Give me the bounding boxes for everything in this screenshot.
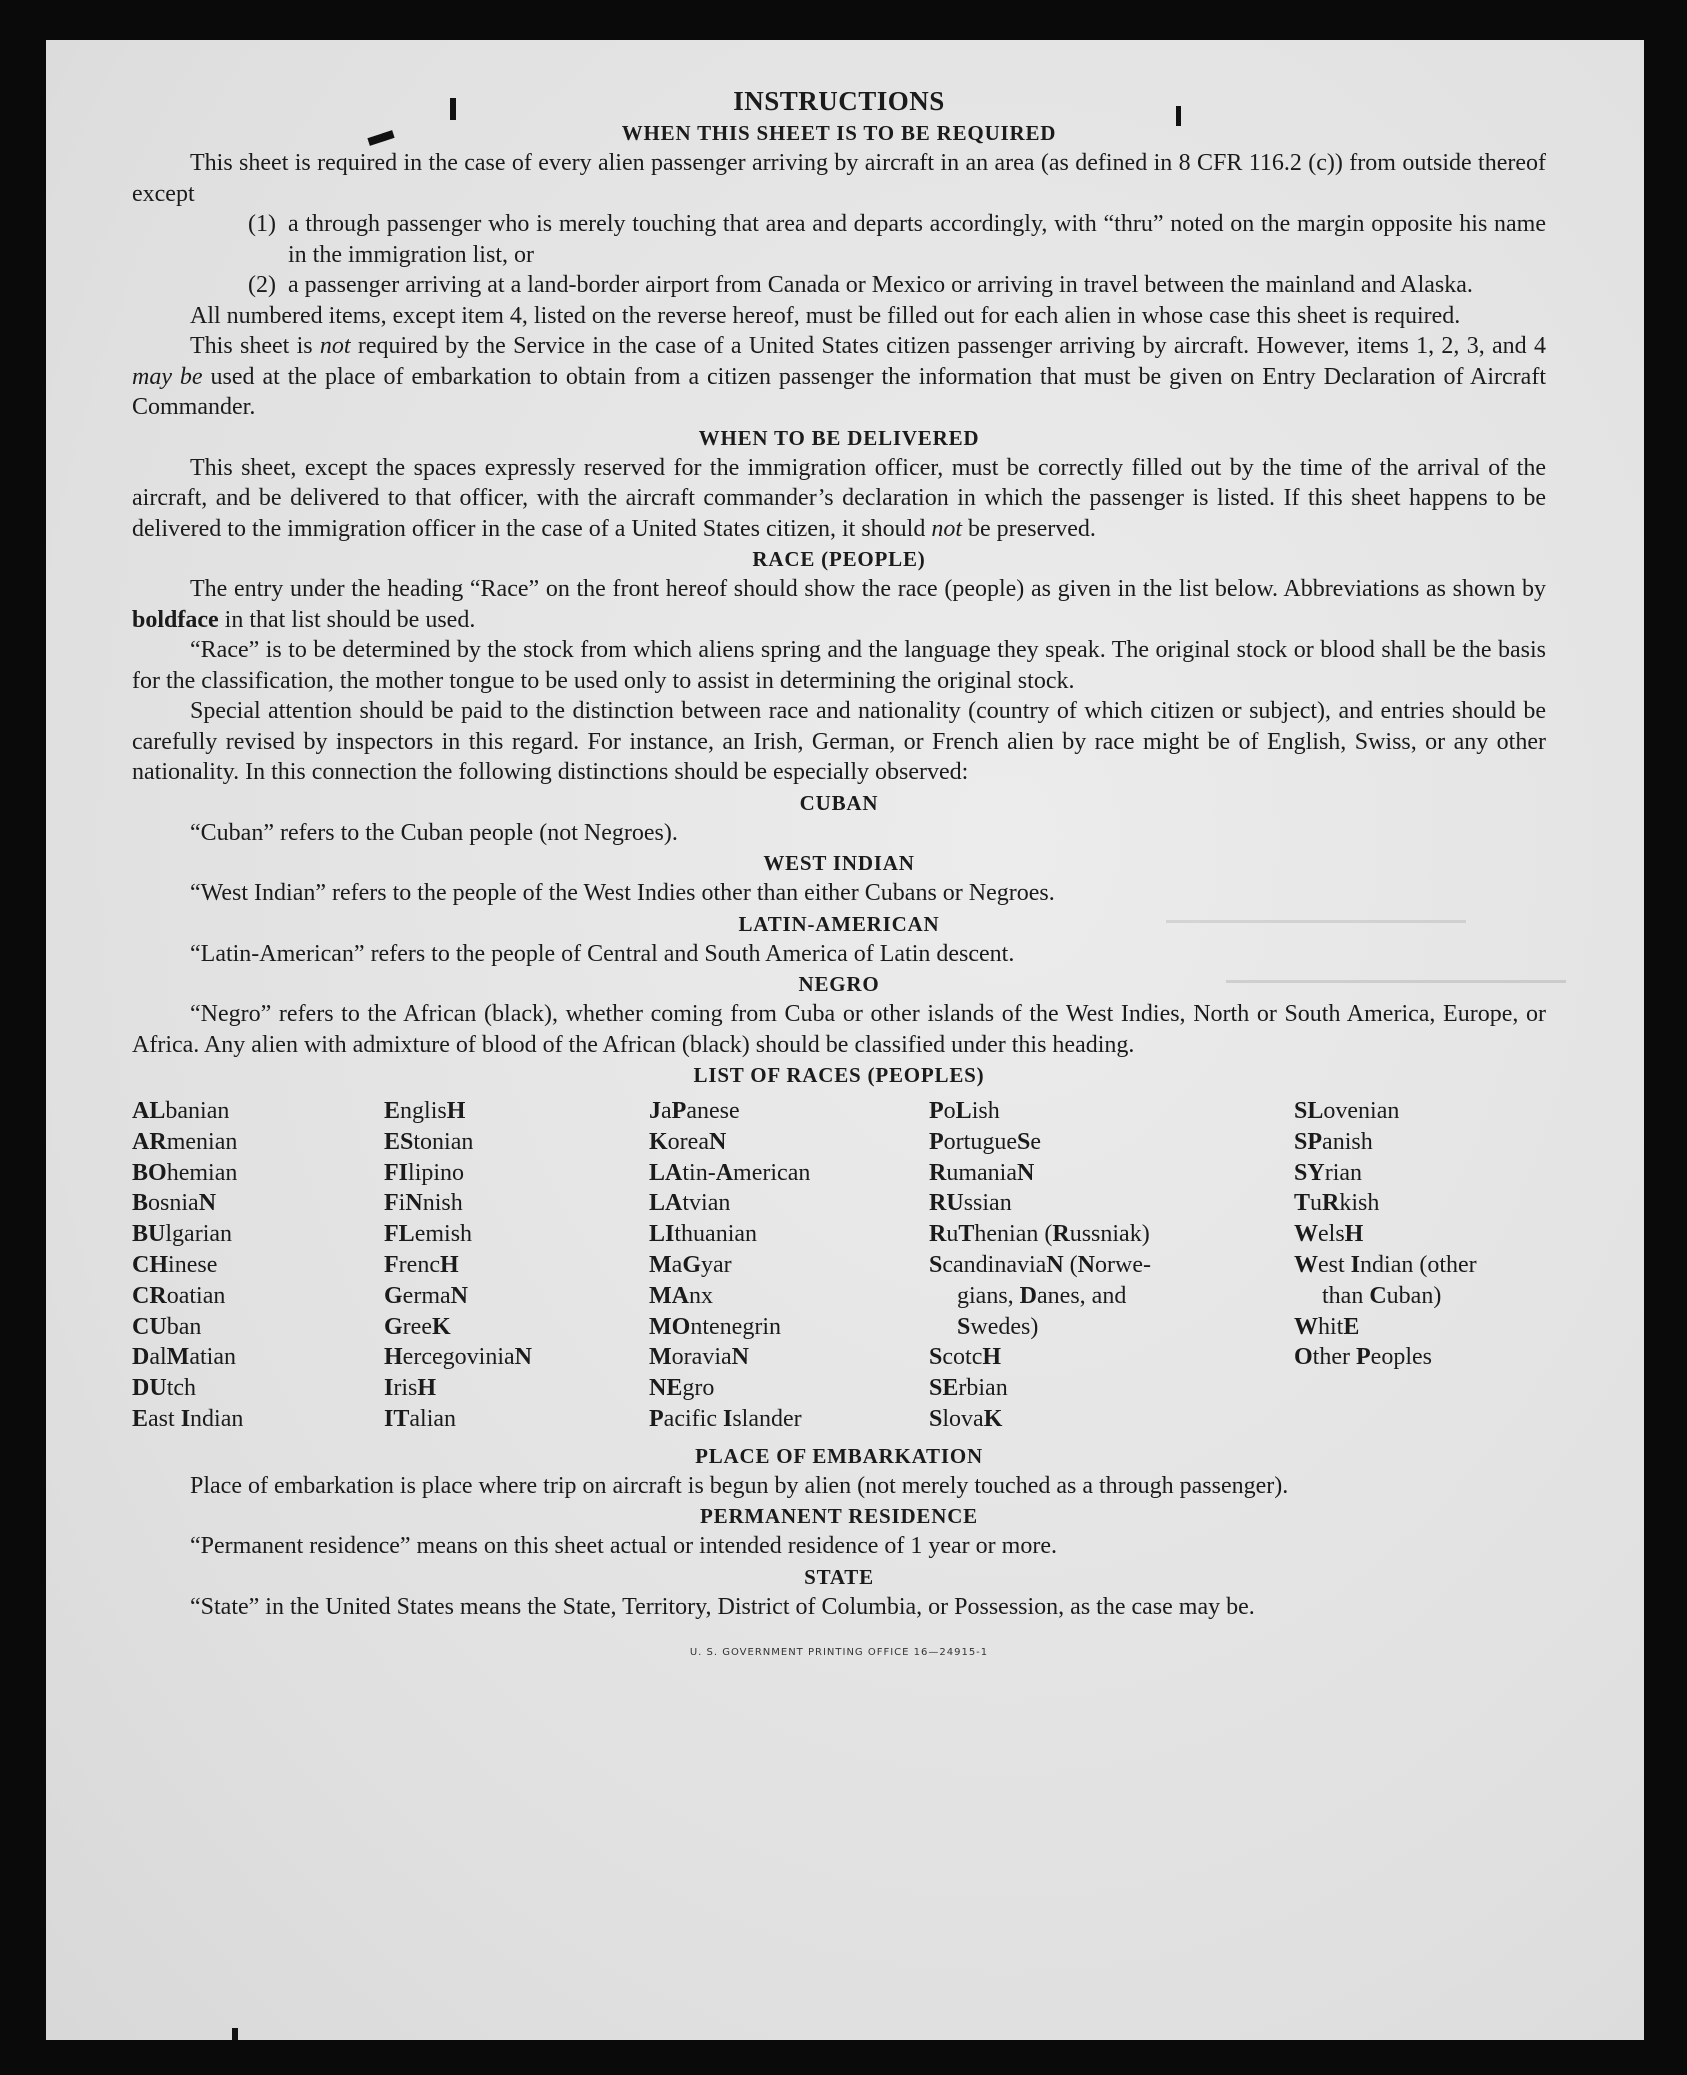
paragraph: “Cuban” refers to the Cuban people (not Negroes). <box>190 819 678 846</box>
race-entry: TuRkish <box>1294 1190 1380 1217</box>
race-entry: ITalian <box>384 1405 457 1432</box>
text-run: The entry under the heading “Race” on the front hereof should show the race (people) as given in the list below. Abbreviations as shown by <box>190 576 1546 602</box>
race-entry: WelsH <box>1294 1221 1364 1248</box>
race-entry: KoreaN <box>649 1128 727 1155</box>
bold-text: boldface <box>132 606 219 633</box>
paragraph: “State” in the United States means the State, Territory, District of Columbia, or Possession, as the case may be. <box>190 1593 1255 1620</box>
race-entry: IrisH <box>384 1375 437 1402</box>
race-entry: DUtch <box>132 1375 197 1402</box>
races-list <box>132 1096 1546 1435</box>
race-entry: SLovenian <box>1294 1098 1400 1124</box>
section-heading-cuban: CUBAN <box>799 790 879 815</box>
race-entry: RUssian <box>929 1190 1012 1217</box>
race-entry: gians, Danes, and <box>957 1282 1127 1309</box>
section-heading-delivered: WHEN TO BE DELIVERED <box>698 425 980 450</box>
race-entry: GermaN <box>384 1282 468 1309</box>
paragraph: Special attention should be paid to the distinction between race and nationality (country of which citizen or subject), and entries should be carefully revised by inspectors in this regard. For instance, an Irish, German, or French alien by race might be of English, Swiss, or any other nationality. In this connection the following distinctions should be especially observed: <box>132 698 1546 785</box>
page-title: INSTRUCTIONS <box>733 86 945 116</box>
text-run: in that list should be used. <box>218 606 476 633</box>
race-entry: RuThenian (Russniak) <box>929 1221 1150 1248</box>
paragraph <box>132 453 1546 545</box>
race-entry: EnglisH <box>384 1098 466 1124</box>
document-sheet <box>46 40 1644 2040</box>
race-entry: DalMatian <box>132 1344 236 1371</box>
paragraph: All numbered items, except item 4, listed on the reverse hereof, must be filled out for each alien in whose case this sheet is required. <box>190 302 1461 329</box>
printer-imprint: U. S. GOVERNMENT PRINTING OFFICE 16—24915-1 <box>689 1647 989 1659</box>
paragraph <box>132 331 1546 423</box>
paragraph: “Negro” refers to the African (black), whether coming from Cuba or other islands of the West Indies, North or South America, Europe, or Africa. Any alien with admixture of blood of the African (black) should be classified under this heading. <box>132 1001 1546 1058</box>
race-entry: East Indian <box>132 1405 244 1432</box>
text-run: used at the place of embarkation to obtain from a citizen passenger the information that must be given on Entry Declaration of Aircraft Commander. <box>132 363 1546 420</box>
section-heading-latin-american: LATIN-AMERICAN <box>738 911 940 936</box>
race-entry: ALbanian <box>132 1098 230 1124</box>
list-item <box>132 209 1546 270</box>
italic-text: not <box>319 333 351 359</box>
section-heading-required: WHEN THIS SHEET IS TO BE REQUIRED <box>621 121 1057 145</box>
race-entry: RumaniaN <box>929 1159 1035 1186</box>
race-entry: PoLish <box>929 1098 1000 1124</box>
race-entry: FLemish <box>384 1221 473 1248</box>
race-entry: FrencH <box>384 1251 459 1278</box>
race-entry: GreeK <box>384 1313 451 1340</box>
section-heading-residence: PERMANENT RESIDENCE <box>700 1504 978 1529</box>
race-entry: LAtvian <box>649 1190 731 1217</box>
race-entry: EStonian <box>384 1128 474 1155</box>
text-run: This sheet is <box>190 333 320 359</box>
race-entry: HercegoviniaN <box>384 1344 532 1371</box>
item-number: (2) <box>248 272 276 298</box>
race-entry: FiNnish <box>384 1190 463 1217</box>
race-entry: CUban <box>132 1313 202 1340</box>
race-entry: WhitE <box>1294 1313 1360 1340</box>
race-entry: SErbian <box>929 1375 1008 1402</box>
instructions-content <box>132 84 1546 1669</box>
race-entry: BosniaN <box>132 1190 217 1217</box>
paragraph: “Race” is to be determined by the stock from which aliens spring and the language they speak. The original stock or blood shall be the basis for the classification, the mother tongue to be used only to assist in determining the original stock. <box>132 637 1546 694</box>
race-entry: MAnx <box>649 1282 713 1309</box>
race-entry: West Indian (other <box>1294 1251 1477 1278</box>
paragraph: Place of embarkation is place where trip on aircraft is begun by alien (not merely touched as a through passenger). <box>190 1472 1289 1499</box>
races-column <box>1294 1096 1546 1435</box>
race-entry: ARmenian <box>132 1128 238 1155</box>
race-entry: FIlipino <box>384 1159 465 1186</box>
race-entry: MoraviaN <box>649 1344 749 1371</box>
text-run: required by the Service in the case of a United States citizen passenger arriving by aircraft. However, items 1, 2, 3, and 4 <box>350 333 1546 359</box>
races-column <box>649 1096 929 1435</box>
race-entry: JaPanese <box>649 1098 740 1124</box>
race-entry: Other Peoples <box>1294 1344 1432 1371</box>
race-entry: PortugueSe <box>929 1128 1042 1155</box>
item-text: a through passenger who is merely touching that area and departs accordingly, with “thru” noted on the margin opposite his name in the immigration list, or <box>288 211 1546 268</box>
race-entry: ScotcH <box>929 1344 1002 1371</box>
text-run: be preserved. <box>962 515 1096 542</box>
race-entry: SYrian <box>1294 1159 1363 1186</box>
item-text: a passenger arriving at a land-border airport from Canada or Mexico or arriving in travel between the mainland and Alaska. <box>288 272 1473 298</box>
races-column <box>929 1096 1294 1435</box>
paragraph <box>132 574 1546 635</box>
section-heading-embarkation: PLACE OF EMBARKATION <box>695 1443 983 1468</box>
race-entry: NEgro <box>649 1375 715 1402</box>
race-entry: MOntenegrin <box>649 1313 781 1340</box>
section-heading-race: RACE (PEOPLE) <box>752 547 926 571</box>
ink-mark <box>232 2028 238 2040</box>
race-entry: LIthuanian <box>649 1221 758 1248</box>
race-entry: LAtin-American <box>649 1159 811 1186</box>
race-entry: Pacific Islander <box>649 1405 802 1432</box>
races-column <box>384 1096 649 1435</box>
race-entry: SPanish <box>1294 1128 1373 1155</box>
italic-text: not <box>931 515 962 542</box>
list-item <box>132 270 1546 301</box>
paragraph: “West Indian” refers to the people of the West Indies other than either Cubans or Negroes. <box>190 880 1055 906</box>
race-entry: ScandinaviaN (Norwe- <box>929 1251 1152 1278</box>
item-number: (1) <box>248 211 276 237</box>
italic-text: may be <box>132 363 203 390</box>
paragraph: “Permanent residence” means on this sheet actual or intended residence of 1 year or more. <box>190 1533 1057 1560</box>
section-heading-negro: NEGRO <box>798 972 880 996</box>
section-heading-west-indian: WEST INDIAN <box>763 851 915 875</box>
race-entry: Swedes) <box>957 1313 1039 1340</box>
race-entry: MaGyar <box>649 1251 732 1278</box>
race-entry: SlovaK <box>929 1405 1003 1432</box>
paragraph: “Latin-American” refers to the people of Central and South America of Latin descent. <box>190 940 1015 967</box>
section-heading-races-list: LIST OF RACES (PEOPLES) <box>693 1063 985 1087</box>
race-entry: CRoatian <box>132 1282 226 1309</box>
race-entry: BOhemian <box>132 1159 238 1186</box>
race-entry: CHinese <box>132 1251 218 1278</box>
races-column <box>132 1096 384 1435</box>
race-entry: than Cuban) <box>1322 1282 1442 1309</box>
race-entry: BUlgarian <box>132 1221 233 1248</box>
paragraph: This sheet is required in the case of every alien passenger arriving by aircraft in an area (as defined in 8 CFR 116.2 (c)) from outside thereof except <box>132 150 1546 207</box>
text-run: This sheet, except the spaces expressly reserved for the immigration officer, must be correctly filled out by the time of the arrival of the aircraft, and be delivered to that officer, with the aircraft commander’s declaration in which the passenger is listed. If this sheet happens to be delivered to the immigration officer in the case of a United States citizen, it should <box>132 454 1546 542</box>
section-heading-state: STATE <box>804 1564 874 1589</box>
